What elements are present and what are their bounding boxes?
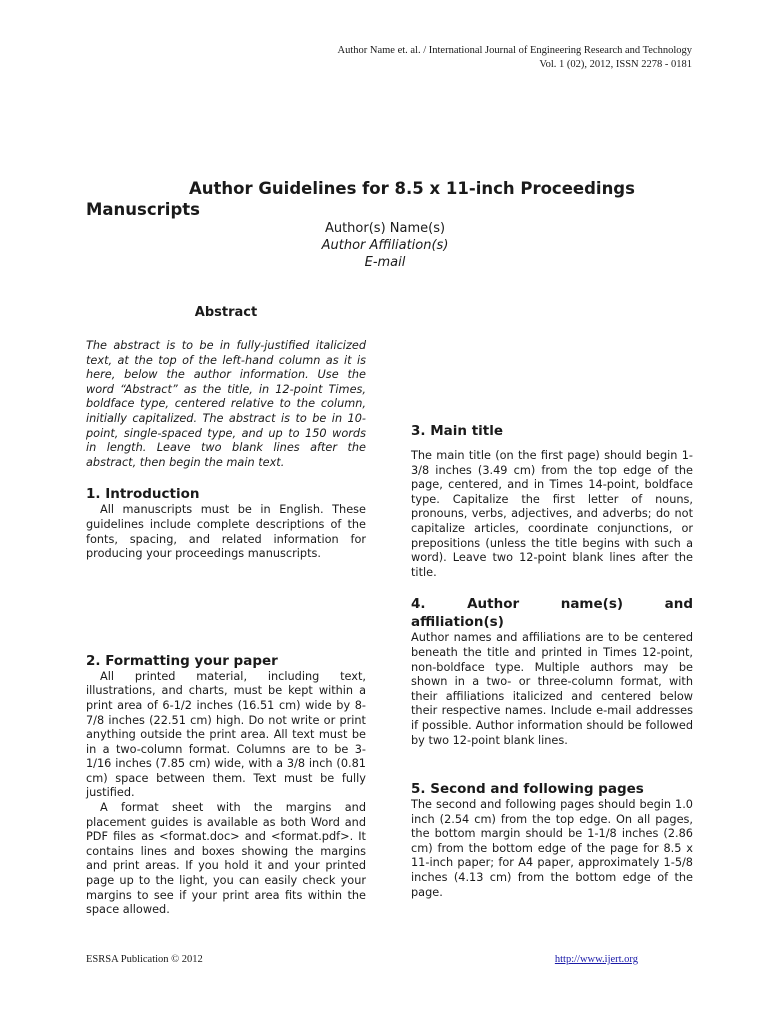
abstract-body: The abstract is to be in fully-justified italicized text, at the top of the left-hand column as it is here, below the author information. Use the word “Abstract” as the title, in 12-point Times, boldface type, centered relative to the column, initially capitalized. The abstract is to be in 10-point, single-spaced type, and up to 150 words in length. Leave two blank lines after the abstract, then begin the main text. xyxy=(86,339,366,469)
author-names: Author(s) Name(s) xyxy=(324,221,446,236)
left-column xyxy=(86,304,366,918)
running-header-volume: Vol. 1 (02), 2012, ISSN 2278 - 0181 xyxy=(539,59,692,70)
section-introduction xyxy=(86,485,366,561)
section-author-names xyxy=(411,595,693,748)
section-paragraph: The main title (on the first page) should begin 1-3/8 inches (3.49 cm) from the top edge of the page, centered, and in Times 14-point, boldface type. Capitalize the first letter of nouns, pronouns, verbs, adjectives, and adverbs; do not capitalize articles, coordinate conjunctions, or prepositions (unless the title begins with such a word). Leave two 12-point blank lines after the title. xyxy=(411,449,693,579)
footer-url-link[interactable]: http://www.ijert.org xyxy=(554,954,638,965)
section-heading: 4. Author name(s) and xyxy=(411,596,693,613)
section-heading: 2. Formatting your paper xyxy=(86,652,278,669)
author-affiliation: Author Affiliation(s) xyxy=(321,238,449,253)
section-heading: 5. Second and following pages xyxy=(411,781,644,798)
section-paragraph: A format sheet with the margins and placement guides is available as both Word and PDF files as <format.doc> and <format.pdf>. It contains lines and boxes showing the margins and print areas. If you hold it and your printed page up to the light, you can easily check your margins to see if your print area fits within the space allowed. xyxy=(86,801,366,917)
section-heading-continued: affiliation(s) xyxy=(411,614,504,631)
paper-title: Author Guidelines for 8.5 x 11-inch Proceedings Manuscripts xyxy=(86,179,635,219)
section-second-pages xyxy=(411,780,693,900)
section-paragraph: All printed material, including text, illustrations, and charts, must be kept within a print area of 6-1/2 inches (16.51 cm) wide by 8-7/8 inches (22.51 cm) high. Do not write or print anything outside the print area. All text must be in a two-column format. Columns are to be 3-1/16 inches (7.85 cm) wide, with a 3/8 inch (0.81 cm) space between them. Text must be fully justified. xyxy=(86,669,366,800)
right-column xyxy=(411,422,693,900)
section-formatting xyxy=(86,652,366,918)
section-paragraph: All manuscripts must be in English. These guidelines include complete descriptions of the fonts, spacing, and related information for producing your proceedings manuscripts. xyxy=(86,503,366,561)
running-header xyxy=(338,44,693,72)
section-heading: 3. Main title xyxy=(411,423,504,439)
section-main-title xyxy=(411,422,693,580)
section-paragraph: Author names and affiliations are to be centered beneath the title and printed in Times 12-point, non-boldface type. Multiple authors may be shown in a two- or three-column format, with their affiliations italicized and centered below their respective names. Include e-mail addresses if possible. Author information should be followed by two 12-point blank lines. xyxy=(411,631,693,747)
running-header-journal: Author Name et. al. / International Journal of Engineering Research and Technology xyxy=(337,45,692,56)
author-email: E-mail xyxy=(364,255,406,270)
author-block xyxy=(86,220,684,271)
section-paragraph: The second and following pages should begin 1.0 inch (2.54 cm) from the top edge. On all pages, the bottom margin should be 1-1/8 inches (2.86 cm) from the bottom edge of the page for 8.5 x 11-inch paper; for A4 paper, approximately 1-5/8 inches (4.13 cm) from the bottom edge of the page. xyxy=(411,798,693,899)
section-heading: 1. Introduction xyxy=(86,486,200,503)
footer-publisher: ESRSA Publication © 2012 xyxy=(86,954,203,965)
abstract-heading: Abstract xyxy=(194,305,258,320)
